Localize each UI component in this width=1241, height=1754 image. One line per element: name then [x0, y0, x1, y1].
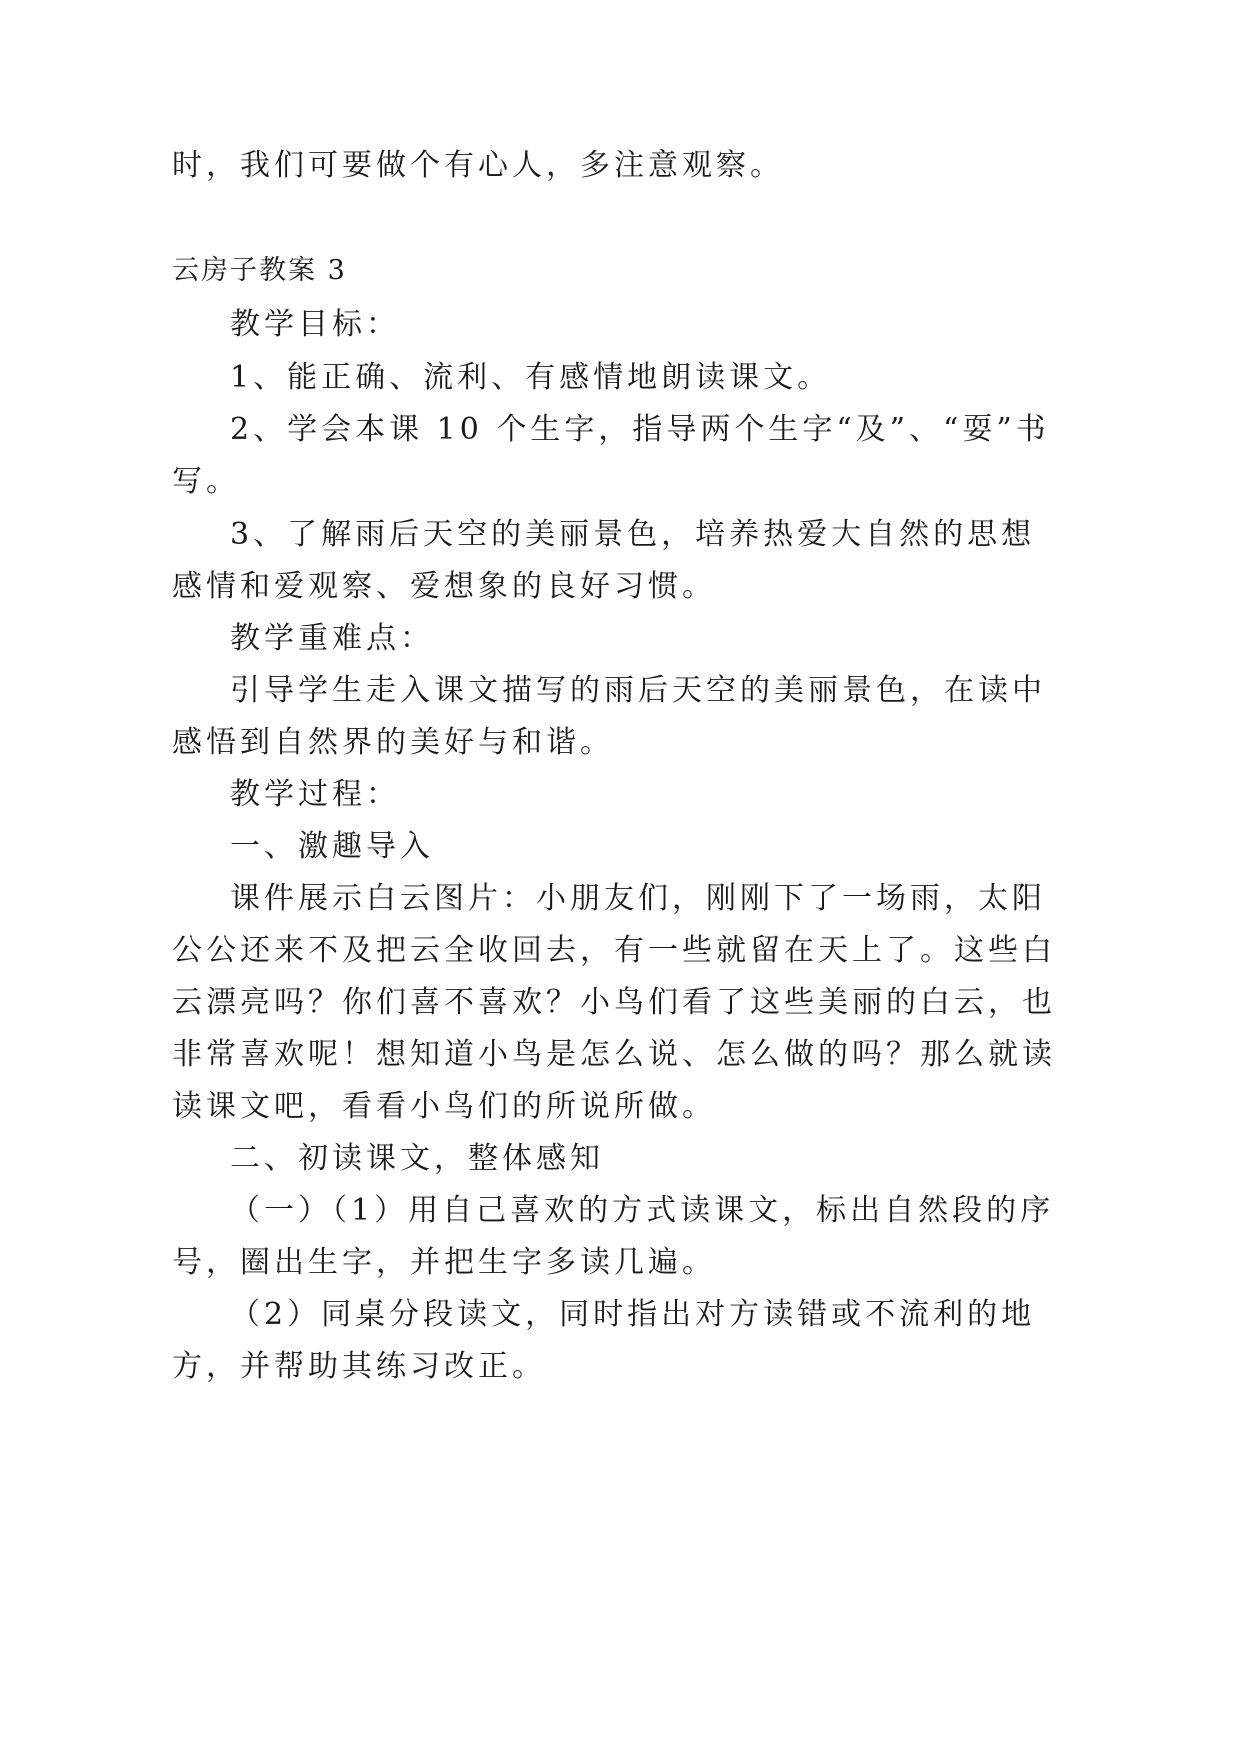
paragraph-line: 号，圈出生字，并把生字多读几遍。 [172, 1245, 716, 1280]
paragraph-line: （一）（1）用自己喜欢的方式读课文，标出自然段的序 [230, 1193, 1055, 1228]
paragraph-line: 方，并帮助其练习改正。 [172, 1349, 546, 1384]
goal-item: 3、了解雨后天空的美丽景色，培养热爱大自然的思想 [230, 517, 1036, 552]
paragraph-line: 非常喜欢呢！想知道小鸟是怎么说、怎么做的吗？那么就读 [172, 1037, 1056, 1072]
paragraph-line: 云漂亮吗？你们喜不喜欢？小鸟们看了这些美丽的白云，也 [172, 985, 1056, 1020]
paragraph-line: 公公还来不及把云全收回去，有一些就留在天上了。这些白 [172, 933, 1056, 968]
paragraph-line: 课件展示白云图片：小朋友们，刚刚下了一场雨，太阳 [230, 881, 1046, 916]
step-title: 一、激趣导入 [230, 829, 434, 864]
heading-key-points: 教学重难点： [230, 621, 434, 656]
section-title: 云房子教案 3 [172, 255, 347, 286]
heading-teaching-goals: 教学目标： [230, 307, 400, 342]
paragraph-line: 引导学生走入课文描写的雨后天空的美丽景色，在读中 [230, 673, 1046, 708]
heading-teaching-process: 教学过程： [230, 777, 400, 812]
paragraph-line: （2）同桌分段读文，同时指出对方读错或不流利的地 [230, 1297, 1036, 1332]
goal-item: 2、学会本课 10 个生字，指导两个生字“及”、“耍”书 [230, 412, 1050, 447]
goal-item-continuation: 写。 [172, 464, 240, 499]
paragraph-line: 感悟到自然界的美好与和谐。 [172, 725, 614, 760]
paragraph-line: 时，我们可要做个有心人，多注意观察。 [172, 148, 784, 183]
goal-item-continuation: 感情和爱观察、爱想象的良好习惯。 [172, 569, 716, 604]
paragraph-line: 读课文吧，看看小鸟们的所说所做。 [172, 1089, 716, 1124]
goal-item: 1、能正确、流利、有感情地朗读课文。 [230, 360, 832, 395]
step-title: 二、初读课文，整体感知 [230, 1141, 604, 1176]
